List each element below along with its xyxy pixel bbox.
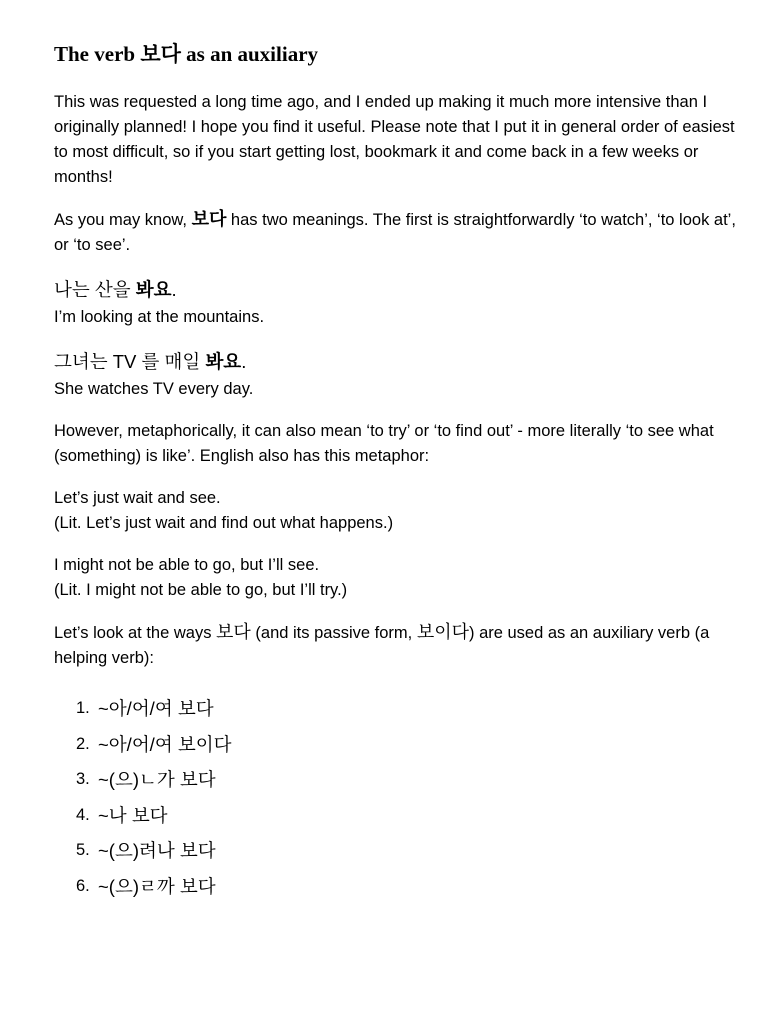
intro-paragraph: This was requested a long time ago, and I ended up making it much more intensive than I originally planned! I hope you find it useful. Please note that I put it in general order of easiest to most difficult, so if you start getting lost, bookmark it and come back in a few weeks or months!: [54, 93, 735, 186]
list-item-text: ~(으)ㄹ까 보다: [98, 875, 216, 897]
meanings-korean: 보다: [191, 209, 227, 229]
list-item: [54, 727, 744, 763]
english-example-2-line2: (Lit. I might not be able to go, but I’ll try.): [54, 581, 348, 599]
list-item: [54, 869, 744, 905]
english-example-1-line2: (Lit. Let’s just wait and find out what happens.): [54, 514, 394, 532]
example-1: [54, 275, 744, 330]
example-2-korean-plain: 그녀는 TV 를 매일: [54, 351, 206, 372]
list-item-number: 4.: [76, 805, 90, 824]
example-2-korean-end: .: [241, 351, 247, 372]
english-example-1-line1: Let’s just wait and see.: [54, 489, 221, 507]
english-example-1: [54, 486, 744, 536]
list-item: [54, 691, 744, 727]
document-title: [54, 40, 744, 68]
ways-korean1: 보다: [216, 622, 251, 642]
list-item: [54, 798, 744, 834]
document-page: [54, 40, 744, 904]
example-2-korean-bold: 봐요: [205, 351, 242, 372]
ways-paragraph: [54, 620, 744, 671]
example-2-korean: [54, 347, 744, 377]
meanings-after: has two meanings. The first is straightforwardly ‘to watch’, ‘to look at’, or ‘to see’.: [54, 211, 736, 254]
list-item: [54, 833, 744, 869]
example-1-korean: [54, 275, 744, 305]
list-item-number: 3.: [76, 770, 90, 788]
list-item-text: ~아/어/여 보다: [98, 698, 214, 719]
forms-list: [54, 691, 744, 904]
ways-part2: (and its passive form,: [250, 624, 417, 642]
example-1-english: I’m looking at the mountains.: [54, 308, 265, 326]
meanings-paragraph: [54, 207, 744, 258]
english-example-2-line1: I might not be able to go, but I’ll see.: [54, 556, 320, 574]
title-korean: 보다: [140, 42, 181, 66]
title-prefix: The verb: [54, 42, 141, 66]
example-1-korean-bold: 봐요: [135, 279, 172, 300]
ways-korean2: 보이다: [416, 622, 469, 642]
example-2: [54, 347, 744, 402]
title-suffix: as an auxiliary: [180, 42, 319, 66]
list-item-number: 2.: [76, 734, 90, 753]
example-2-english: She watches TV every day.: [54, 380, 254, 398]
list-item-text: ~아/어/여 보이다: [98, 733, 232, 755]
list-item-number: 6.: [76, 876, 90, 895]
list-item: [54, 762, 744, 798]
meanings-before: As you may know,: [54, 211, 192, 229]
list-item-number: 5.: [76, 841, 90, 859]
list-item-text: ~나 보다: [98, 804, 168, 826]
example-1-korean-plain: 나는 산을: [54, 279, 136, 300]
list-item-text: ~(으)ㄴ가 보다: [98, 769, 216, 790]
ways-part1: Let’s look at the ways: [54, 624, 217, 642]
ways-part3: ) are used as an auxiliary verb (a helping verb):: [54, 624, 710, 667]
metaphor-paragraph: However, metaphorically, it can also mean ‘to try’ or ‘to find out’ - more literally ‘to see what (something) is like’. English also has this metaphor:: [54, 422, 714, 465]
example-1-korean-end: .: [171, 279, 177, 300]
english-example-2: [54, 553, 744, 603]
list-item-text: ~(으)려나 보다: [98, 840, 216, 861]
list-item-number: 1.: [76, 699, 90, 717]
